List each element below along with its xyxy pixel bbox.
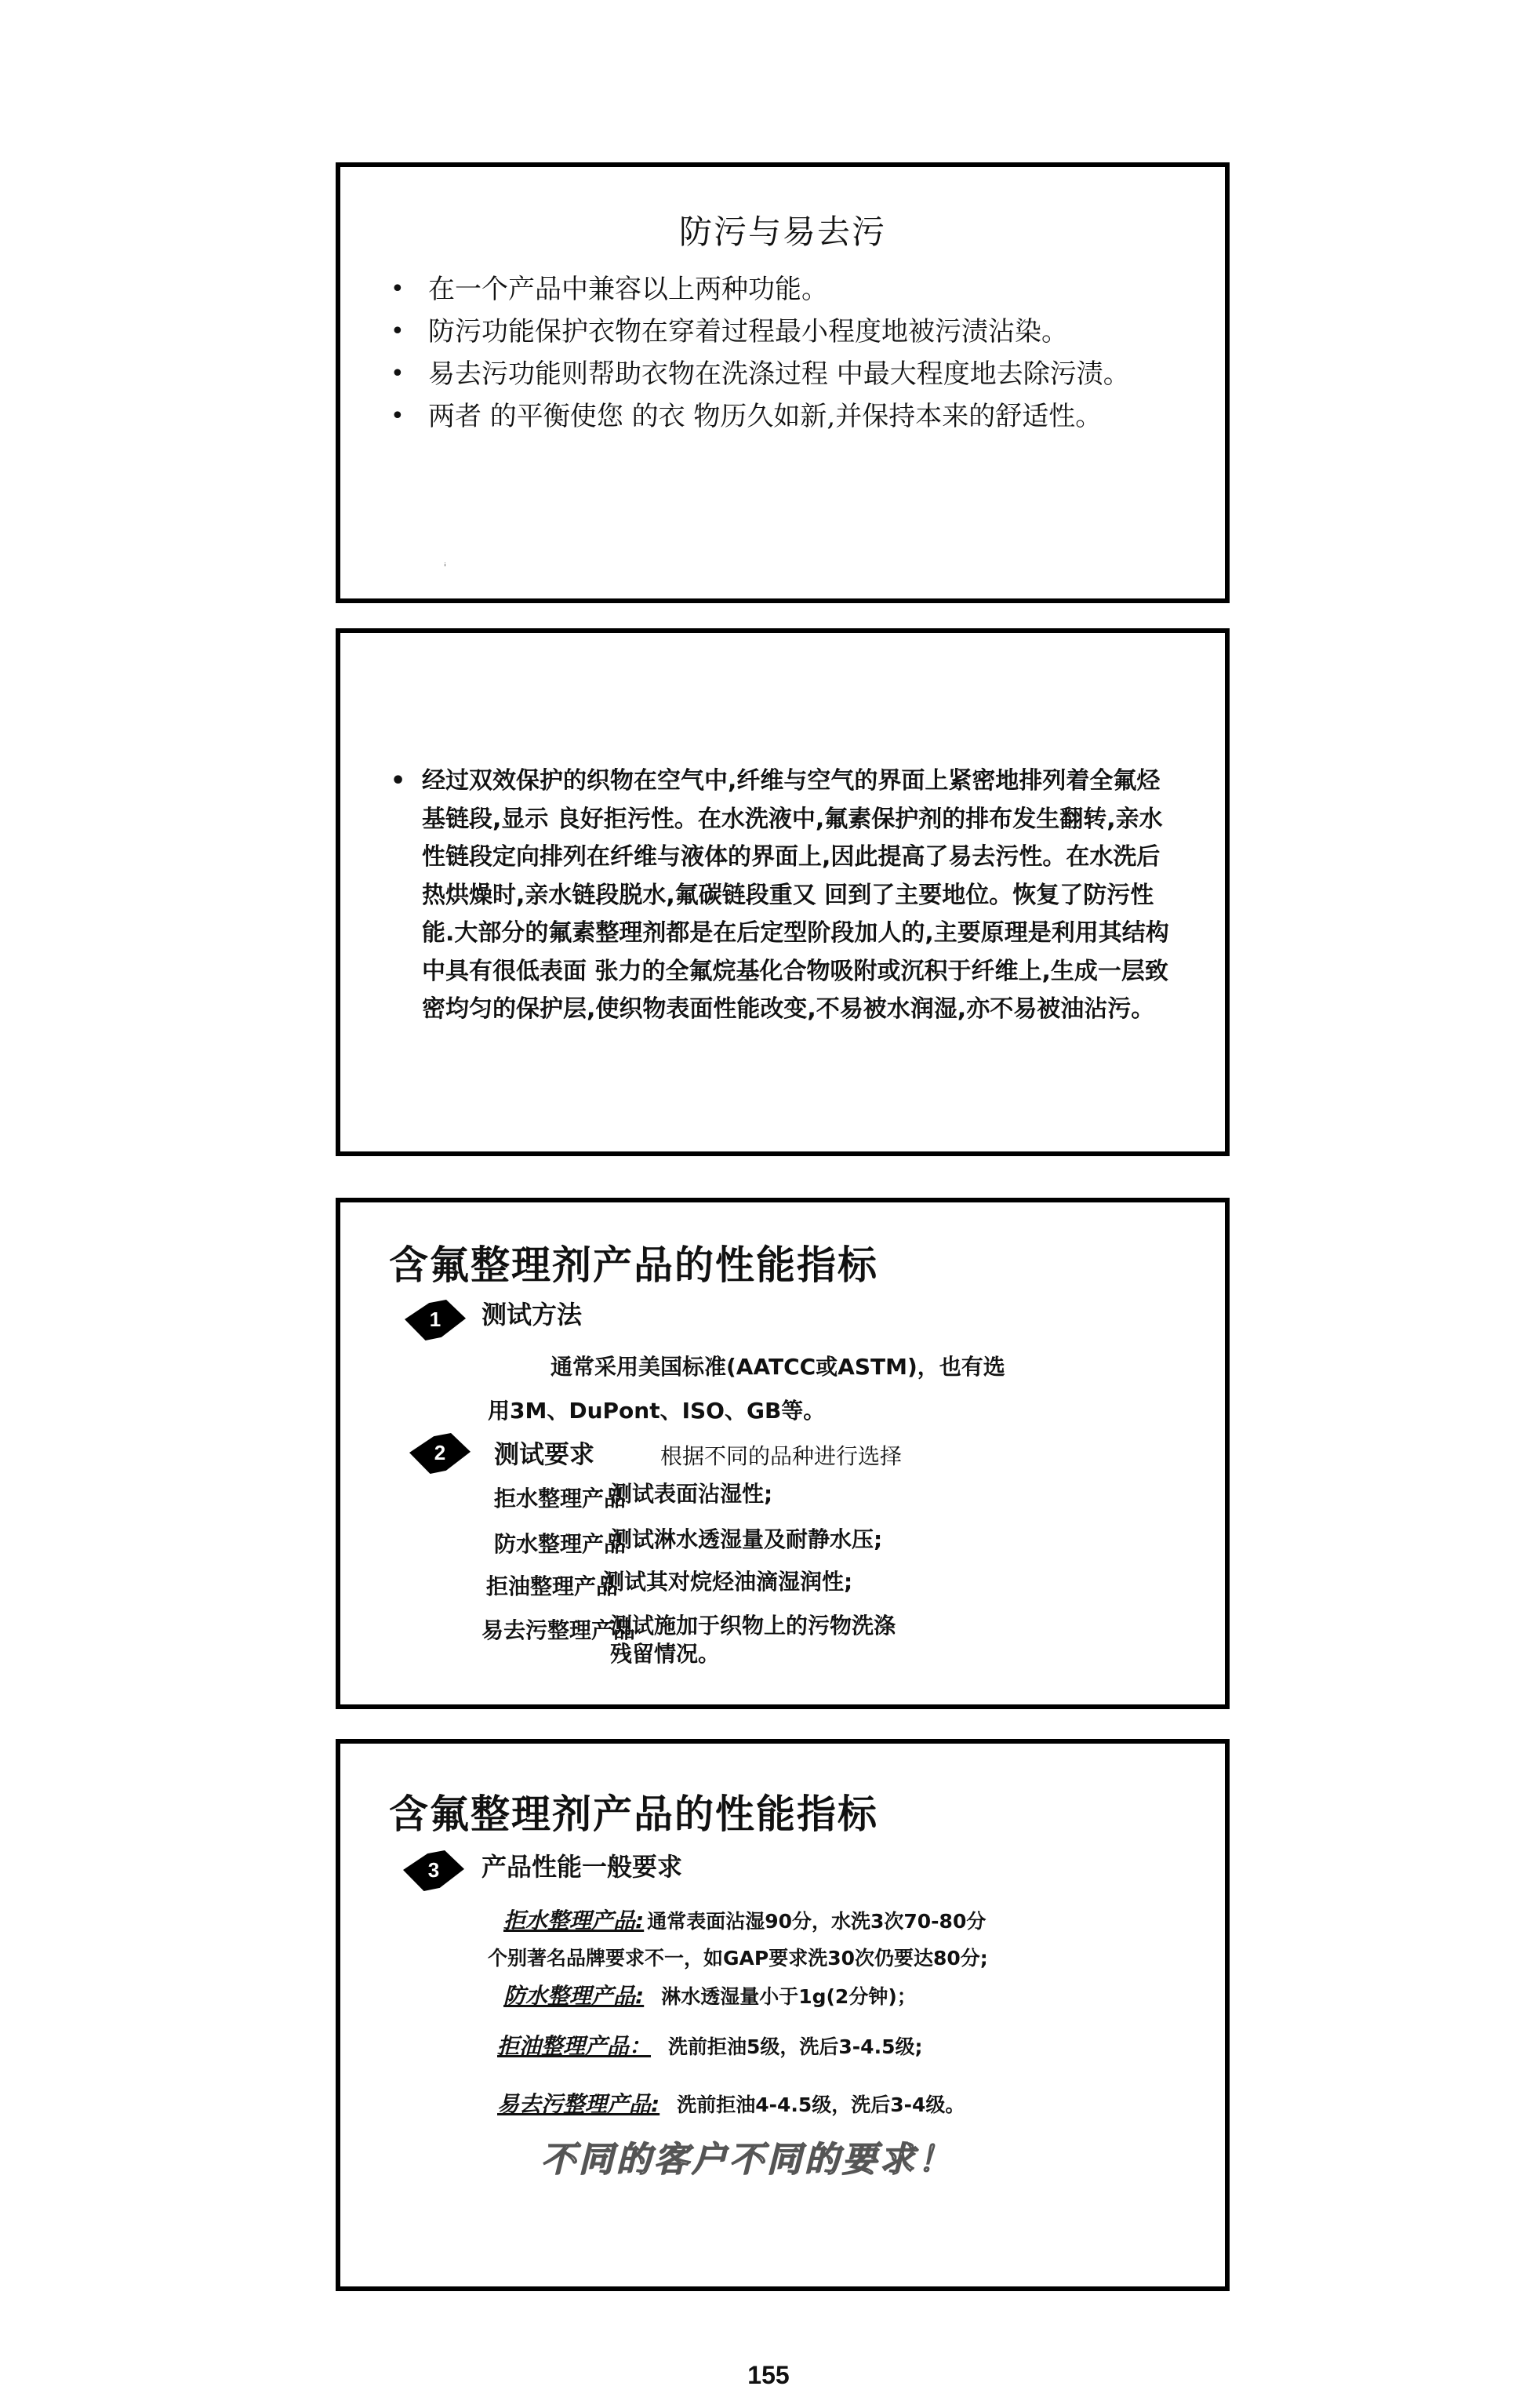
bullet-item: • 易去污功能则帮助衣物在洗涤过程 中最大程度地去除污渍。 (389, 357, 1194, 391)
bullet-list (389, 762, 1178, 1029)
requirement-text-cont: 个别著名品牌要求不一，如GAP要求洗30次仍要达80分; (488, 1947, 988, 1970)
slide-dual-protection (336, 628, 1230, 1156)
requirement-text: 洗前拒油4-4.5级，洗后3-4级。 (677, 2093, 965, 2116)
test-desc: 测试表面沾湿性; (610, 1481, 773, 1507)
test-desc-cont: 残留情况。 (610, 1641, 721, 1667)
slide-stain-resistance (336, 162, 1230, 603)
requirement-label: 防水整理产品: (503, 1983, 645, 2009)
requirement-row (503, 1904, 986, 1935)
tagline: 不同的客户不同的要求！ (541, 2140, 955, 2180)
requirement-text: 通常表面沾湿90分，水洗3次70-80分 (647, 1910, 987, 1933)
requirement-row (503, 1979, 917, 2010)
section-heading: 测试方法 (481, 1300, 583, 1329)
test-desc: 测试其对烷烃油滴湿润性; (602, 1569, 853, 1595)
slide-performance-indicators-1 (336, 1198, 1230, 1709)
section-subtitle: 根据不同的品种进行选择 (660, 1443, 903, 1469)
bullet-list (389, 272, 1194, 442)
requirement-label: 易去污整理产品: (497, 2091, 660, 2117)
requirement-row (497, 2087, 965, 2119)
number-badge-1: 1 (405, 1300, 466, 1340)
requirement-label: 拒油整理产品： (497, 2033, 652, 2059)
test-desc: 测试淋水透湿量及耐静水压; (610, 1526, 883, 1552)
section-text: 通常采用美国标准(AATCC或ASTM)，也有选 (550, 1354, 1005, 1380)
slide-performance-indicators-2 (336, 1739, 1230, 2291)
slide-title: 含氟整理剂产品的性能指标 (389, 1242, 878, 1288)
requirement-label: 拒水整理产品: (503, 1908, 645, 1933)
bullet-item: • 在一个产品中兼容以上两种功能。 (389, 272, 1194, 307)
slide-title: 防污与易去污 (678, 213, 886, 251)
product-label: 拒油整理产品 (486, 1573, 619, 1599)
bullet-item: • 经过双效保护的织物在空气中,纤维与空气的界面上紧密地排列着全氟烃基链段,显示 良好拒污性。在水洗液中,氟素保护剂的排布发生翻转,亲水性链段定向排列在纤维与液体的界面上,因此提高了易去污性。在水洗后热烘燥时,亲水链段脱水,氟碳链段重又 回到了主要地位。恢复了防污性能.大部分的氟素整理剂都是在后定型阶段加人的,主要原理是利用其结构中具有很低表面 张力的全氟烷基化合物吸附或沉积于纤维上,生成一层致密均匀的保护层,使织物表面性能改变,不易被水润湿,亦不易被油沾污。 (389, 762, 1178, 1029)
bullet-item: • 防污功能保护衣物在穿着过程最小程度地被污渍沾染。 (389, 315, 1194, 349)
number-badge-3: 3 (403, 1850, 464, 1891)
bullet-item: • 两者 的平衡使您 的衣 物历久如新,并保持本来的舒适性。 (389, 399, 1194, 434)
product-label: 易去污整理产品 (481, 1617, 636, 1643)
page-number: 155 (747, 2361, 790, 2389)
requirement-text: 淋水透湿量小于1g(2分钟)； (661, 1985, 917, 2008)
test-desc: 测试施加于织物上的污物洗涤 (610, 1613, 896, 1639)
product-label: 拒水整理产品 (494, 1486, 627, 1511)
section-text: 用3M、DuPont、ISO、GB等。 (488, 1398, 826, 1424)
product-label: 防水整理产品 (494, 1531, 627, 1557)
stray-mark: ꜞ (444, 561, 447, 572)
number-badge-2: 2 (409, 1433, 471, 1474)
requirement-text: 洗前拒油5级，洗后3-4.5级; (668, 2035, 923, 2058)
requirement-row (497, 2029, 922, 2061)
slide-title: 含氟整理剂产品的性能指标 (389, 1791, 878, 1837)
section-heading: 测试要求 (494, 1439, 595, 1469)
section-heading: 产品性能一般要求 (481, 1852, 683, 1882)
